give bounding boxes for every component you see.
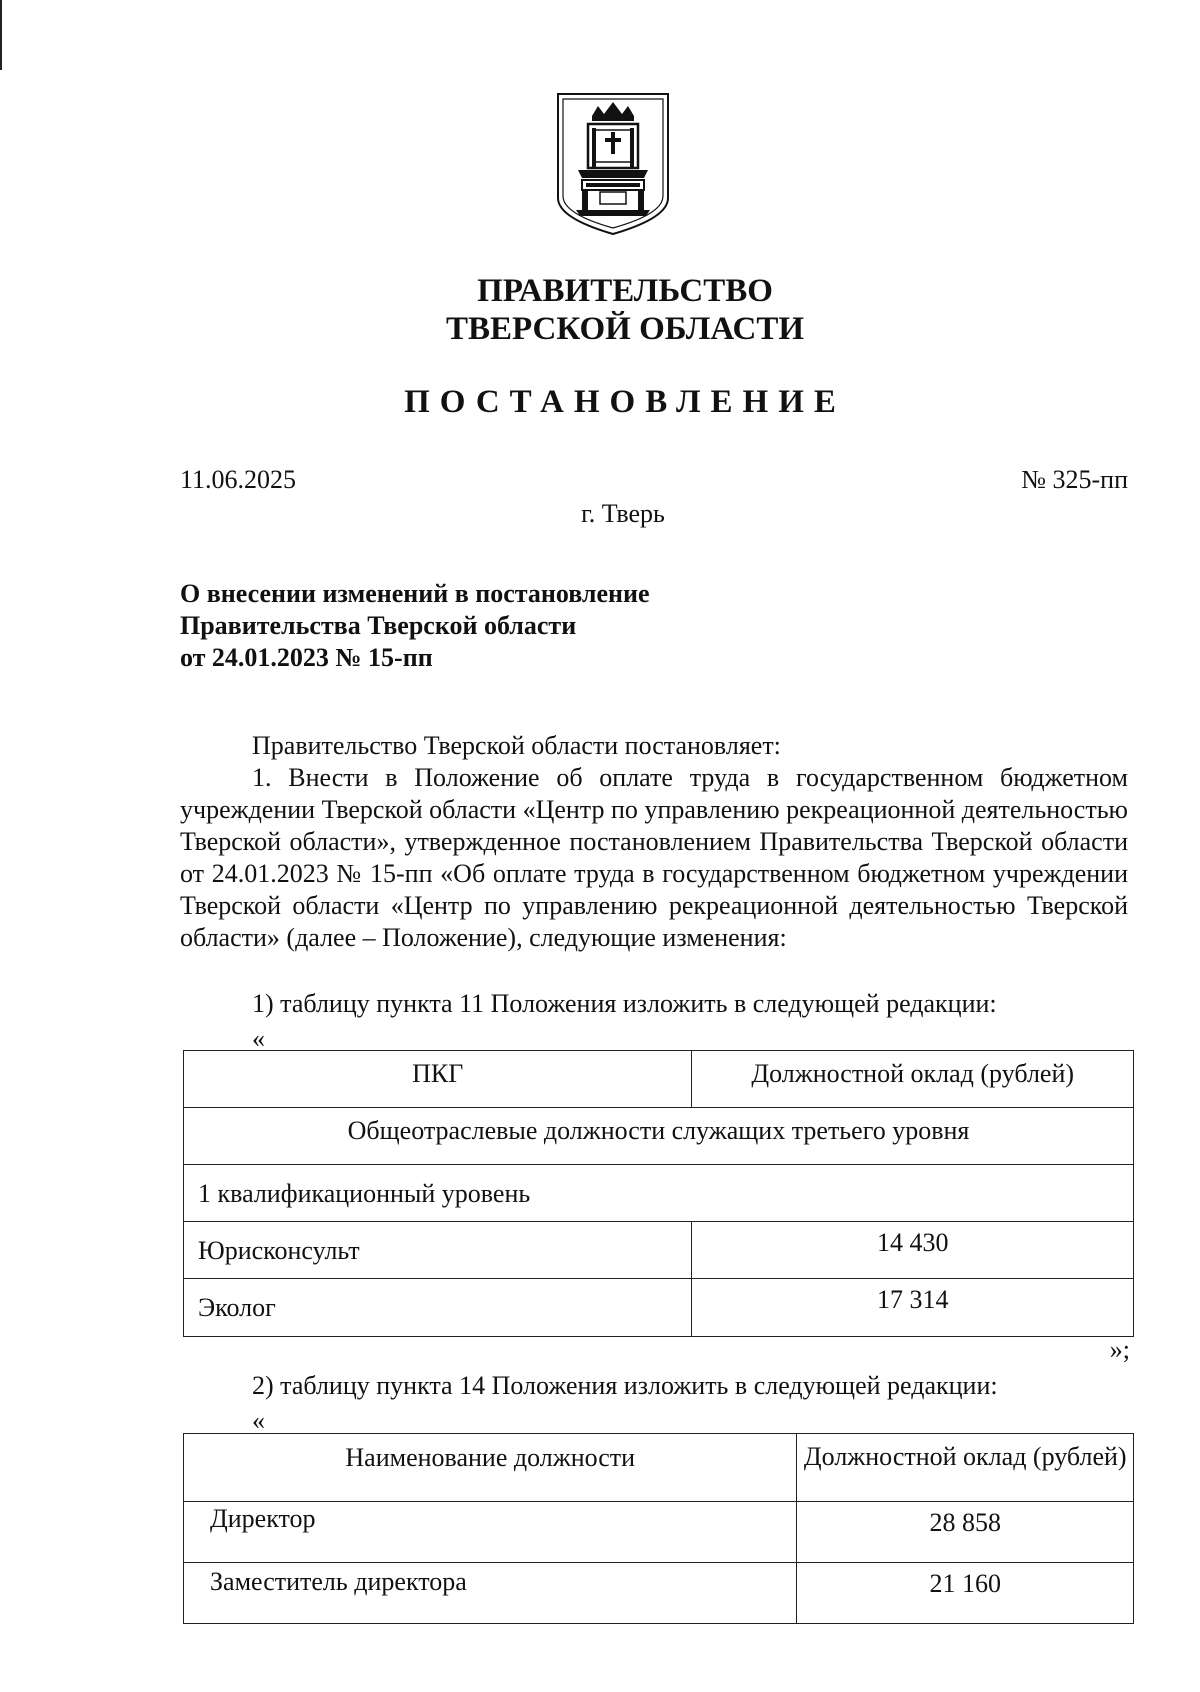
table-group-row [184, 1108, 1134, 1165]
salary-cell: 21 160 [797, 1563, 1134, 1624]
level-cell: 1 квалификационный уровень [184, 1165, 1134, 1222]
table-position-salaries [183, 1433, 1134, 1624]
scan-edge-mark [0, 0, 2, 70]
group-cell: Общеотраслевые должности служащих третьего уровня [184, 1108, 1134, 1165]
tver-coat-of-arms-emblem [552, 88, 674, 238]
table-row [184, 1222, 1134, 1279]
item1-paragraph: 1. Внести в Положение об оплате труда в государственном бюджетном учреждении Тверской области «Центр по управлению рекреационной деятельностью Тверской области», утвержденное постановлением Правительства Тверской области от 24.01.2023 № 15-пп «Об оплате труда в государственном бюджетном учреждении Тверской области «Центр по управлению рекреационной деятельностью Тверской области» (далее – Положение), следующие изменения: [180, 763, 1128, 952]
table-level-row [184, 1165, 1134, 1222]
header-cell-salary: Должностной оклад (рублей) [692, 1051, 1134, 1108]
table-row [184, 1279, 1134, 1337]
salary-cell: 28 858 [797, 1502, 1134, 1563]
subject-line: О внесении изменений в постановление [180, 579, 650, 608]
document-subject [180, 578, 650, 674]
document-type-title: ПОСТАНОВЛЕНИЕ [404, 384, 846, 420]
position-cell: Директор [184, 1502, 797, 1563]
table-header-row [184, 1051, 1134, 1108]
opening-quote: « [252, 1024, 265, 1053]
salary-cell: 14 430 [692, 1222, 1134, 1279]
document-city: г. Тверь [581, 499, 665, 528]
opening-quote: « [252, 1406, 265, 1435]
salary-cell: 17 314 [692, 1279, 1134, 1337]
organization-name-line2: ТВЕРСКОЙ ОБЛАСТИ [445, 311, 805, 347]
header-cell-position [184, 1434, 797, 1502]
header-cell-salary: Должностной оклад (рублей) [797, 1434, 1134, 1502]
position-cell: Юрисконсульт [184, 1222, 692, 1279]
position-cell: Эколог [184, 1279, 692, 1337]
organization-name-line1: ПРАВИТЕЛЬСТВО [477, 273, 773, 309]
document-date: 11.06.2025 [180, 465, 297, 494]
subject-line: Правительства Тверской области [180, 611, 577, 640]
table-pkg-salaries [183, 1050, 1134, 1337]
subitem1-paragraph: 1) таблицу пункта 11 Положения изложить в следующей редакции: [252, 989, 997, 1018]
table-row [184, 1563, 1134, 1624]
header-cell-pkg: ПКГ [184, 1051, 692, 1108]
document-number: № 325-пп [1021, 465, 1128, 494]
position-cell: Заместитель директора [184, 1563, 797, 1624]
table-header-row [184, 1434, 1134, 1502]
closing-quote: »; [1109, 1335, 1130, 1364]
table-row [184, 1502, 1134, 1563]
intro-paragraph: Правительство Тверской области постановляет: [252, 731, 781, 760]
subject-line: от 24.01.2023 № 15-пп [180, 643, 433, 672]
header-position-label: Наименование должности [345, 1443, 636, 1472]
subitem2-paragraph: 2) таблицу пункта 14 Положения изложить в следующей редакции: [252, 1371, 998, 1400]
